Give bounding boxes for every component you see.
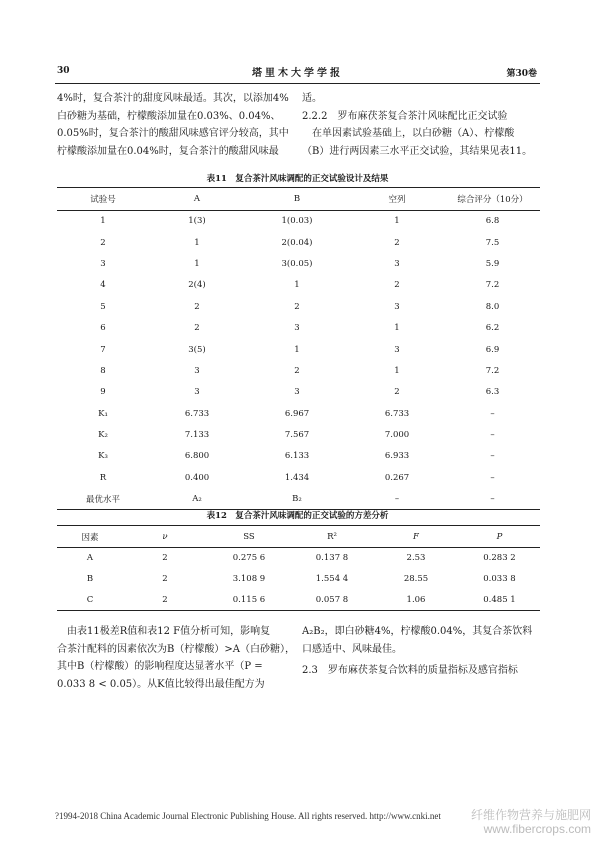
table-cell: 3 <box>194 387 200 398</box>
table-row <box>57 232 540 253</box>
table-cell: 3 <box>100 258 106 269</box>
table-cell: 3 <box>394 344 400 355</box>
table-cell: 7.133 <box>184 430 210 441</box>
table-cell: 7.000 <box>384 430 410 441</box>
table-cell: A <box>86 553 94 564</box>
table-cell: 1.554 4 <box>315 574 349 584</box>
table-cell: – <box>490 408 495 419</box>
section-heading: 2.3 罗布麻茯茶复合饮料的质量指标及感官指标 <box>302 665 518 676</box>
table-cell: 1 <box>194 237 200 248</box>
table12 <box>57 525 540 611</box>
table-cell: 1 <box>194 258 200 269</box>
table-cell: – <box>490 451 495 462</box>
table-cell: 1 <box>394 365 400 376</box>
table-cell: 1(0.03) <box>281 216 313 227</box>
text-line: （B）进行两因素三水平正交试验，其结果见表11。 <box>302 145 533 157</box>
table-cell: 3 <box>394 301 400 312</box>
table-cell: 2 <box>100 237 106 248</box>
table-cell: 6.133 <box>284 451 310 462</box>
table-cell: 最优水平 <box>85 495 120 506</box>
table-cell: 2 <box>162 574 168 584</box>
table-cell: 3 <box>294 387 300 398</box>
table-cell: 3(5) <box>188 344 206 355</box>
table-cell: 0.115 6 <box>232 594 266 605</box>
table-cell: 9 <box>100 387 106 398</box>
table-cell: 6.733 <box>384 408 410 419</box>
table-cell: 3 <box>194 365 200 376</box>
table-cell: 3.108 9 <box>232 574 266 584</box>
table-cell: 1(3) <box>188 216 206 227</box>
table-cell: 0.275 6 <box>232 553 266 564</box>
table-cell: 7.2 <box>485 365 500 376</box>
text-line: 0.05%时，复合茶汁的酸甜风味感官评分较高，其中 <box>57 128 289 139</box>
top-right-paragraph <box>302 90 542 160</box>
table-row <box>57 569 540 590</box>
table-row <box>57 590 540 611</box>
journal-title: 塔里木大学学报 <box>252 68 343 79</box>
table12-header: R² <box>327 531 337 542</box>
table12-caption: 表12 复合茶汁风味调配的正交试验的方差分析 <box>206 511 389 521</box>
table11 <box>57 187 540 510</box>
table-cell: R <box>99 472 107 483</box>
table-cell: B <box>86 574 94 584</box>
table11-header: 空列 <box>388 195 406 205</box>
table-cell: 1 <box>294 344 300 355</box>
table-cell: 0.283 2 <box>483 553 516 564</box>
table12-grid <box>57 525 540 611</box>
text-line: 合茶汁配料的因素依次为B（柠檬酸）>A（白砂糖）， <box>57 643 295 655</box>
table-cell: 2 <box>394 280 400 291</box>
table-cell: B₂ <box>292 494 302 505</box>
top-left-paragraph <box>57 90 292 160</box>
table-cell: 7.5 <box>485 237 500 248</box>
table-cell: 6.733 <box>184 408 210 419</box>
table-cell: 1 <box>100 216 106 227</box>
table-cell: 8 <box>100 365 106 376</box>
watermark <box>471 808 591 836</box>
table-cell: 28.55 <box>403 574 429 584</box>
table11-header: 综合评分（10分） <box>457 195 528 205</box>
copyright-footer: ?1994-2018 China Academic Journal Electronic Publishing House. All rights reserved. http://www.cnki.net <box>55 811 441 821</box>
text-line: 适。 <box>302 93 322 104</box>
table-cell: 2 <box>294 365 300 376</box>
table-cell: 0.057 8 <box>315 594 349 605</box>
table-cell: 5.9 <box>485 258 500 269</box>
table-cell: A₂ <box>192 494 202 505</box>
text-line: A₂B₂，即白砂糖4%，柠檬酸0.04%，其复合茶饮料 <box>302 626 533 637</box>
table-cell: – <box>490 472 495 483</box>
table-row <box>57 339 540 360</box>
table-cell: 2 <box>162 553 168 564</box>
table-cell: 7.567 <box>284 430 310 441</box>
table-row <box>57 382 540 403</box>
table12-header: 因素 <box>81 532 99 543</box>
text-line: 白砂糖为基础，柠檬酸添加量在0.03%、0.04%、 <box>57 110 281 122</box>
bottom-left-paragraph <box>57 623 297 693</box>
table-cell: 2.53 <box>406 553 426 564</box>
table-cell: 7 <box>100 344 106 355</box>
page-number: 30 <box>57 66 70 76</box>
table-cell: 2(0.04) <box>281 237 313 248</box>
section-heading: 2.2.2 罗布麻茯茶复合茶汁风味配比正交试验 <box>302 110 508 122</box>
text-line: 由表11极差R值和表12 F值分析可知，影响复 <box>57 626 271 637</box>
text-line: 柠檬酸添加量在0.04%时，复合茶汁的酸甜风味最 <box>57 145 279 157</box>
table-row <box>57 317 540 338</box>
table-row <box>57 467 540 488</box>
table12-header: ν <box>162 531 168 542</box>
table11-caption: 表11 复合茶汁风味调配的正交试验设计及结果 <box>206 174 389 184</box>
table-row <box>57 360 540 381</box>
table-cell: 3 <box>294 323 300 334</box>
text-line: 4%时，复合茶汁的甜度风味最适。其次，以添加4% <box>57 93 289 104</box>
table-row <box>57 403 540 424</box>
table11-header: 试验号 <box>90 195 116 205</box>
header-rule <box>55 83 540 84</box>
table-cell: – <box>394 494 400 505</box>
text-line: 在单因素试验基础上，以白砂糖（A）、柠檬酸 <box>302 128 515 139</box>
table-cell: 0.400 <box>184 472 210 483</box>
table-cell: 0.137 8 <box>315 553 349 564</box>
text-line: 0.033 8 < 0.05）。从K值比较得出最佳配方为 <box>57 678 265 690</box>
table-cell: 1 <box>394 323 400 334</box>
table-row <box>57 548 540 569</box>
table12-header: F <box>413 531 419 542</box>
table-cell: – <box>490 494 495 505</box>
table-cell: 6.9 <box>485 344 500 355</box>
table-cell: 2 <box>194 301 200 312</box>
table-cell: K₂ <box>98 430 108 441</box>
table-cell: 0.485 1 <box>483 594 516 605</box>
bottom-right-paragraph <box>302 623 542 680</box>
table-cell: 3 <box>394 258 400 269</box>
table-cell: 1 <box>294 280 300 291</box>
watermark-line: 纤维作物营养与施肥网 <box>470 808 591 822</box>
watermark-line: www.fibercrops.com <box>483 822 591 836</box>
table-row <box>57 275 540 296</box>
table-cell: 1.434 <box>284 472 310 483</box>
table11-header: A <box>193 194 201 204</box>
table-row <box>57 211 540 232</box>
table-cell: 6.2 <box>485 323 500 334</box>
table-cell: 5 <box>100 301 106 312</box>
table-row <box>57 489 540 510</box>
table-cell: 7.2 <box>485 280 500 291</box>
table-cell: – <box>490 430 495 441</box>
volume-label: 第30卷 <box>506 69 537 79</box>
text-line: 其中B（柠檬酸）的影响程度达显著水平（P = <box>57 661 263 672</box>
table-cell: 4 <box>100 280 106 291</box>
table11-header: B <box>293 194 301 204</box>
table-cell: 0.267 <box>384 472 410 483</box>
table-cell: 3(0.05) <box>281 258 313 269</box>
table12-header: P <box>496 531 503 542</box>
table-row <box>57 296 540 317</box>
table-cell: 2 <box>294 301 300 312</box>
table-cell: 1.06 <box>406 594 426 605</box>
table-cell: C <box>86 594 94 605</box>
table-cell: 1 <box>394 216 400 227</box>
table-cell: 6.933 <box>384 451 410 462</box>
table-cell: 6 <box>100 323 106 334</box>
table-cell: 8.0 <box>485 301 500 312</box>
table11-grid <box>57 187 540 510</box>
text-line: 口感适中、风味最佳。 <box>302 643 402 655</box>
table-cell: 2 <box>394 237 400 248</box>
table-cell: 6.800 <box>184 451 210 462</box>
table12-header: SS <box>243 531 255 542</box>
table-cell: 2 <box>194 323 200 334</box>
table-cell: 2(4) <box>188 280 206 291</box>
table-cell: K₃ <box>98 451 108 462</box>
table-cell: K₁ <box>98 408 108 419</box>
table-row <box>57 446 540 467</box>
table-cell: 6.967 <box>284 408 310 419</box>
table-cell: 2 <box>162 594 168 605</box>
table-row <box>57 253 540 274</box>
table-cell: 2 <box>394 387 400 398</box>
table-cell: 6.8 <box>485 216 500 227</box>
table-cell: 6.3 <box>485 387 500 398</box>
table-row <box>57 424 540 445</box>
table-cell: 0.033 8 <box>483 574 516 584</box>
